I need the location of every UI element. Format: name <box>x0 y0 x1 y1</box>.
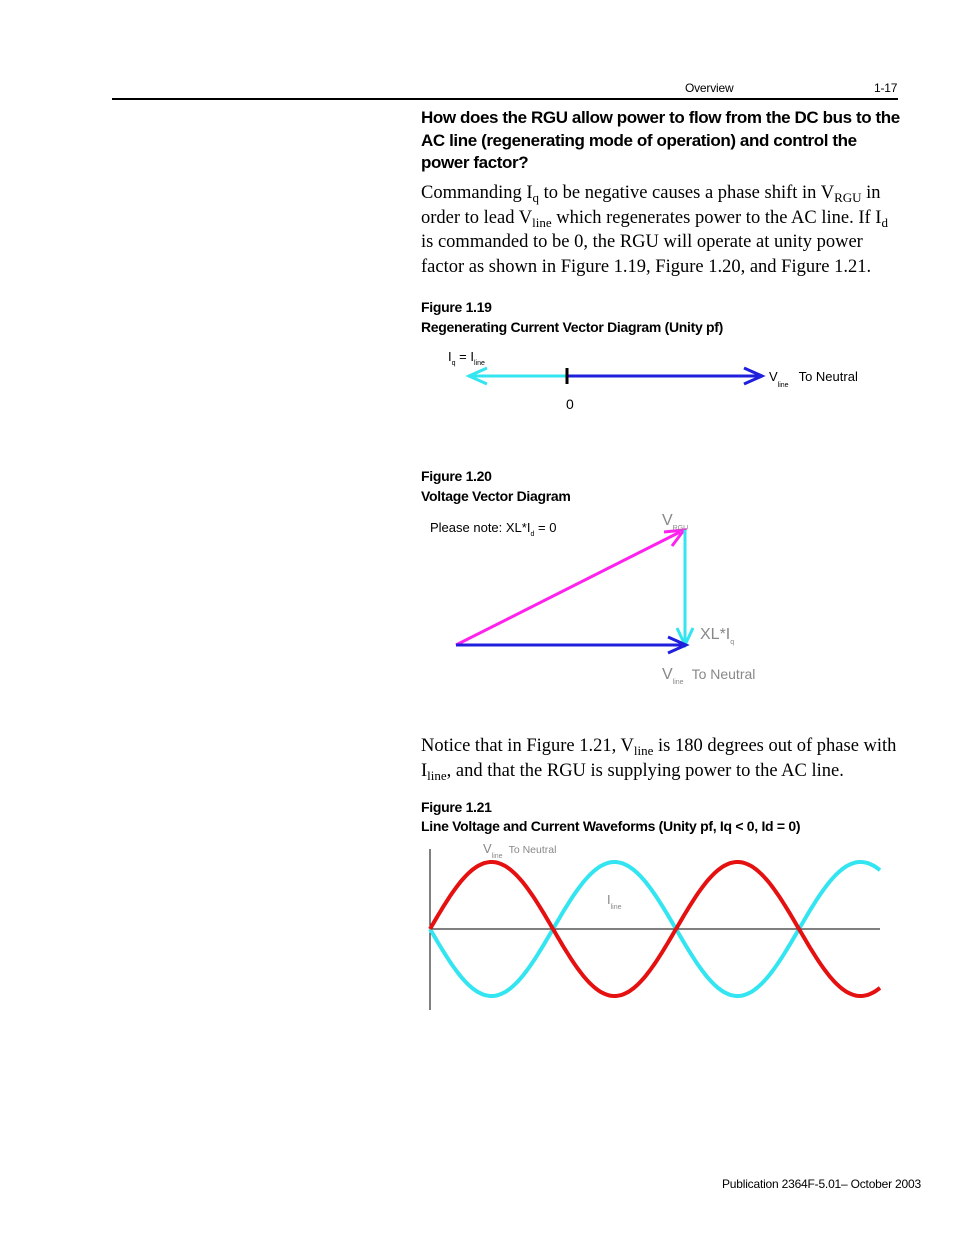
body-paragraph-2: Notice that in Figure 1.21, $V_{line}$ is 180 degrees out of phase with $I_{line}$, and that the RGU is supplying power to the AC line. <box>421 736 897 783</box>
iq-equals-iline-label: $I_q = I_{line}$ <box>448 349 485 367</box>
section-heading: How does the RGU allow power to flow from the DC bus to the AC line (regenerating mode of operation) and control the power factor? <box>421 108 900 172</box>
running-header-section: Overview <box>685 81 734 95</box>
page-number: 1-17 <box>874 81 898 95</box>
figure-1-21-number: Figure 1.21 <box>421 799 492 815</box>
vline-to-neutral-label: $V_{line}To$ Neutral <box>662 666 756 686</box>
figure-1-21-caption: Line Voltage and Current Waveforms (Unity pf, Iq < 0, Id = 0) <box>421 818 801 834</box>
figure-1-19-diagram <box>448 349 858 412</box>
figure-1-20-caption: Voltage Vector Diagram <box>421 488 571 504</box>
figure-1-21-plot <box>430 841 880 1010</box>
figure-1-19-caption: Regenerating Current Vector Diagram (Unity pf) <box>421 319 724 335</box>
please-note-label: Please note: $XL*I_d = 0$ <box>430 520 557 538</box>
iline-label: $I_{line}$ <box>607 892 622 911</box>
figure-1-20-number: Figure 1.20 <box>421 468 492 484</box>
publication-footer: Publication 2364F-5.01– October 2003 <box>722 1177 921 1191</box>
vrgu-label: $V_{RGU}$ <box>662 512 689 532</box>
body-paragraph-1: Commanding $I_q$ to be negative causes a phase shift in $V_{RGU}$ in order to lead $V_{line}$ which regenerates power to the AC line. If $I_d$ is commanded to be 0, the RGU will operate at unity power factor as shown in Figure 1.19, Figure 1.20, and Figure 1.21. <box>421 183 888 277</box>
figure-1-20-diagram <box>430 512 755 686</box>
figure-1-19-number: Figure 1.19 <box>421 299 492 315</box>
vrgu-vector <box>456 532 680 645</box>
vline-to-neutral-label: $V_{line}To$ Neutral <box>769 369 858 389</box>
xl-iq-label: $XL*I_q$ <box>700 626 735 646</box>
origin-label: 0 <box>566 396 574 412</box>
vline-to-neutral-label: $V_{line}^{To Neutral}$ <box>483 841 557 860</box>
